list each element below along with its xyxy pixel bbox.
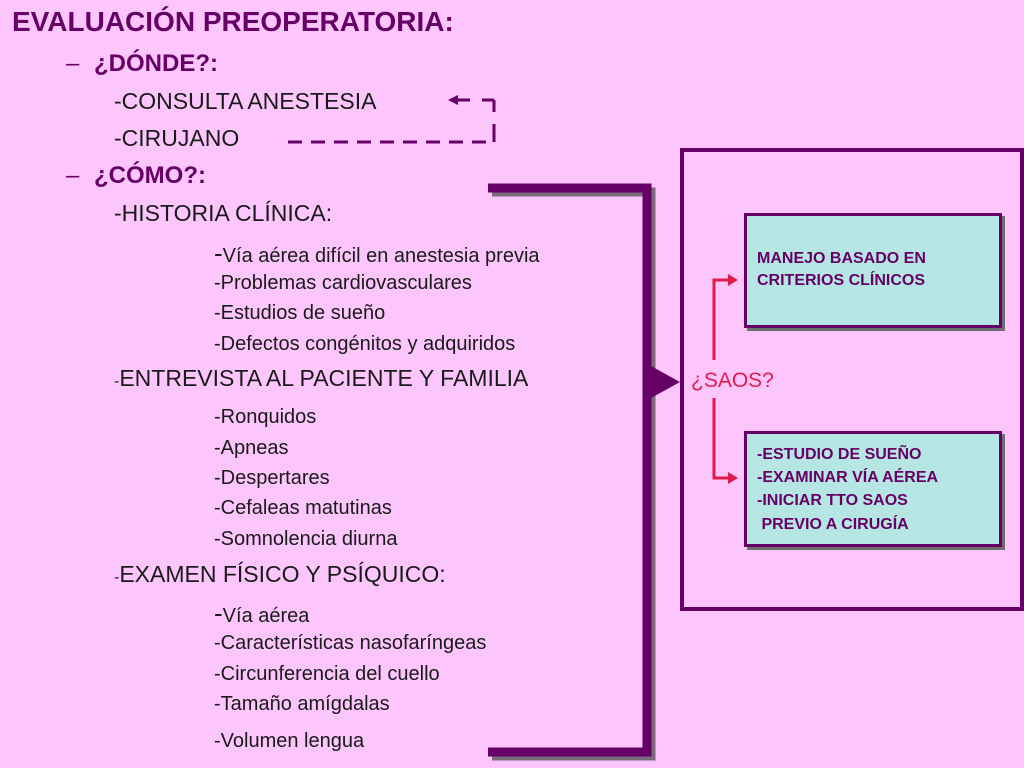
dashed-connector — [288, 95, 494, 142]
historia-item: -Problemas cardiovasculares — [214, 272, 472, 294]
donde-item-cirujano: -CIRUJANO — [114, 125, 240, 151]
entrevista-item: -Ronquidos — [214, 406, 317, 428]
donde-dash: – — [66, 50, 80, 77]
donde-item-consulta: -CONSULTA ANESTESIA — [114, 88, 377, 114]
entrevista-label: ENTREVISTA AL PACIENTE Y FAMILIA — [119, 365, 529, 391]
donde-heading: ¿DÓNDE?: — [94, 50, 218, 77]
historia-item: -Defectos congénitos y adquiridos — [214, 333, 516, 355]
box-manejo-line: MANEJO BASADO EN — [757, 250, 926, 267]
entrevista-item: -Somnolencia diurna — [214, 528, 398, 550]
box-manejo-line: CRITERIOS CLÍNICOS — [757, 272, 926, 290]
box-estudio-line: -EXAMINAR VÍA AÉREA — [757, 469, 939, 487]
box-estudio-line: -INICIAR TTO SAOS — [757, 492, 908, 510]
examen-item: -Tamaño amígdalas — [214, 693, 390, 715]
box-estudio-line: PREVIO A CIRUGÍA — [757, 515, 909, 533]
examen-item: -Características nasofaríngeas — [214, 632, 487, 654]
box-estudio-line: -ESTUDIO DE SUEÑO — [757, 446, 922, 463]
examen-label: EXAMEN FÍSICO Y PSÍQUICO: — [119, 561, 446, 587]
saos-label: ¿SAOS? — [691, 369, 774, 392]
entrevista-item: -Despertares — [214, 467, 330, 489]
box-estudio-sueno — [744, 431, 1002, 547]
examen-item: -Circunferencia del cuello — [214, 663, 440, 685]
historia-item-hyphen: - — [214, 238, 223, 268]
slide-title: EVALUACIÓN PREOPERATORIA: — [12, 6, 454, 37]
historia-label: -HISTORIA CLÍNICA: — [114, 200, 333, 226]
como-dash: – — [66, 162, 80, 189]
examen-item-hyphen: - — [214, 598, 223, 628]
examen-hyphen: - — [114, 569, 120, 586]
large-bracket — [488, 188, 680, 756]
historia-item-text: Vía aérea difícil en anestesia previa — [222, 245, 540, 267]
examen-item: -Volumen lengua — [214, 730, 365, 752]
entrevista-item: -Cefaleas matutinas — [214, 497, 392, 519]
historia-item: -Estudios de sueño — [214, 302, 386, 324]
entrevista-hyphen: - — [114, 373, 120, 390]
examen-item-text: Vía aérea — [222, 605, 310, 627]
como-heading: ¿CÓMO?: — [94, 162, 206, 189]
entrevista-item: -Apneas — [214, 437, 289, 459]
box-manejo-clinico — [744, 213, 1002, 328]
